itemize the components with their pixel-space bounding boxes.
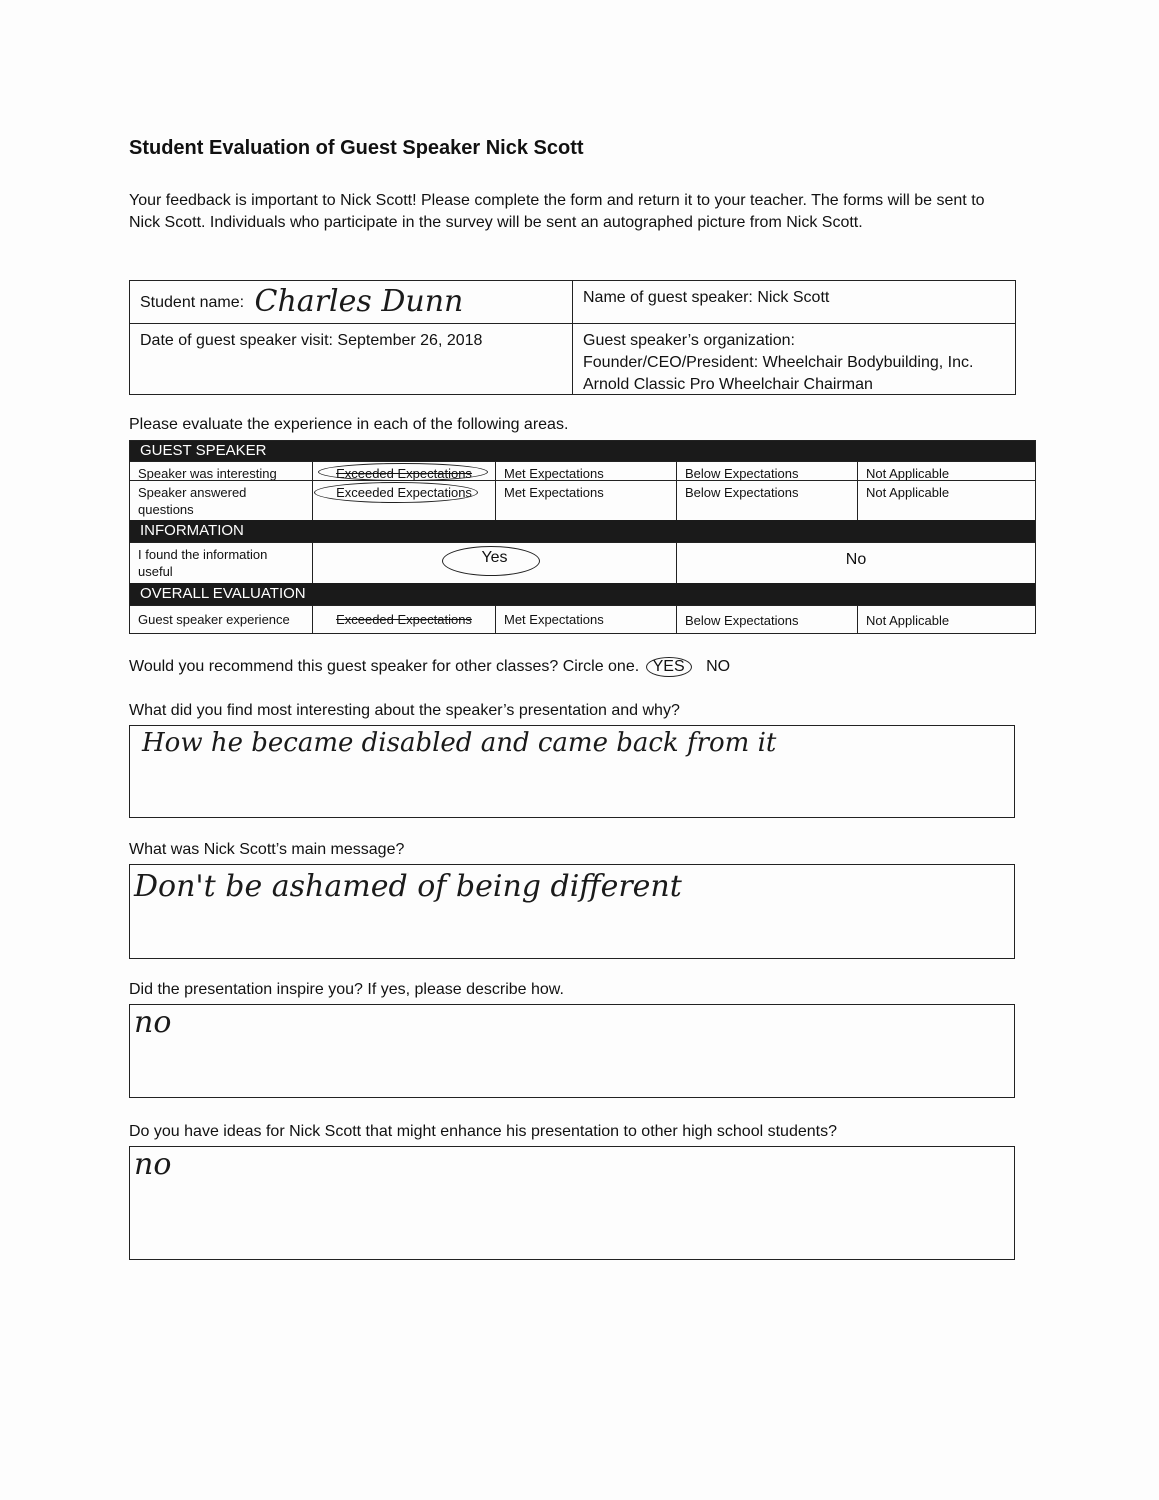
- section-information: INFORMATION: [130, 520, 1035, 542]
- row-label: Speaker answered questions: [138, 485, 247, 517]
- speaker-name-label: Name of guest speaker: Nick Scott: [583, 289, 830, 306]
- answer-box-4[interactable]: [129, 1146, 1015, 1260]
- row-label: Guest speaker experience: [138, 612, 290, 627]
- header-table: [129, 280, 1016, 395]
- student-name-label: Student name:: [140, 294, 245, 311]
- recommend-question-row: [129, 657, 730, 677]
- evaluation-instructions: Please evaluate the experience in each of the following areas.: [129, 416, 569, 433]
- option-not-applicable[interactable]: Not Applicable: [857, 462, 1035, 480]
- selection-circle: [314, 482, 478, 503]
- answer-1: How he became disabled and came back from it: [142, 728, 777, 758]
- question-2: What was Nick Scott’s main message?: [129, 841, 405, 858]
- row-information-useful: [130, 542, 1035, 583]
- page-title: Student Evaluation of Guest Speaker Nick Scott: [129, 137, 584, 159]
- organization-line-2: Arnold Classic Pro Wheelchair Chairman: [583, 376, 873, 393]
- row-label: I found the information useful: [138, 547, 268, 579]
- student-name-value: Charles Dunn: [254, 284, 464, 319]
- option-below[interactable]: Below Expectations: [676, 462, 857, 480]
- question-4: Do you have ideas for Nick Scott that might enhance his presentation to other high school students?: [129, 1123, 837, 1140]
- student-name-cell[interactable]: [130, 281, 572, 323]
- recommend-question: Would you recommend this guest speaker for other classes? Circle one.: [129, 658, 640, 675]
- row-speaker-answered: [130, 480, 1035, 520]
- option-met[interactable]: Met Expectations: [495, 462, 676, 480]
- organization-cell: [573, 324, 1015, 402]
- option-exceeded[interactable]: Exceeded Expectations: [312, 606, 495, 633]
- answer-box-2[interactable]: [129, 864, 1015, 959]
- answer-box-3[interactable]: [129, 1004, 1015, 1098]
- option-met[interactable]: Met Expectations: [495, 606, 676, 633]
- evaluation-grid: [129, 440, 1036, 634]
- row-label: Speaker was interesting: [138, 466, 277, 481]
- answer-2: Don't be ashamed of being different: [134, 869, 682, 904]
- row-overall-experience: [130, 605, 1035, 633]
- section-guest-speaker: GUEST SPEAKER: [130, 441, 1035, 461]
- organization-line-1: Founder/CEO/President: Wheelchair Bodybuilding, Inc.: [583, 354, 974, 371]
- option-exceeded[interactable]: Exceeded Expectations: [312, 462, 495, 480]
- answer-4: no: [134, 1147, 172, 1182]
- visit-date-label: Date of guest speaker visit: September 26, 2018: [140, 332, 483, 349]
- question-3: Did the presentation inspire you? If yes, please describe how.: [129, 981, 564, 998]
- selection-circle: [318, 463, 488, 481]
- visit-date-cell: [130, 324, 572, 358]
- recommend-yes[interactable]: YES: [646, 657, 692, 677]
- intro-text: Your feedback is important to Nick Scott! Please complete the form and return it to your teacher. The forms will be sent to Nick Scott. Individuals who participate in the survey will be sent an autographed picture from Nick Scott.: [129, 192, 985, 231]
- question-1: What did you find most interesting about the speaker’s presentation and why?: [129, 702, 680, 719]
- option-below[interactable]: Below Expectations: [676, 606, 857, 633]
- option-not-applicable[interactable]: Not Applicable: [857, 606, 1035, 633]
- option-met[interactable]: Met Expectations: [495, 481, 676, 520]
- option-not-applicable[interactable]: Not Applicable: [857, 481, 1035, 520]
- option-yes[interactable]: Yes: [312, 543, 676, 583]
- option-exceeded[interactable]: Exceeded Expectations: [312, 481, 495, 520]
- organization-label: Guest speaker’s organization:: [583, 332, 795, 349]
- selection-circle: [442, 546, 540, 576]
- recommend-no[interactable]: NO: [706, 658, 731, 675]
- answer-box-1[interactable]: [129, 725, 1015, 818]
- option-below[interactable]: Below Expectations: [676, 481, 857, 520]
- option-no[interactable]: No: [676, 543, 1035, 583]
- section-overall-evaluation: OVERALL EVALUATION: [130, 583, 1035, 605]
- speaker-name-cell: [573, 281, 1015, 323]
- row-speaker-interesting: [130, 461, 1035, 480]
- answer-3: no: [134, 1005, 172, 1040]
